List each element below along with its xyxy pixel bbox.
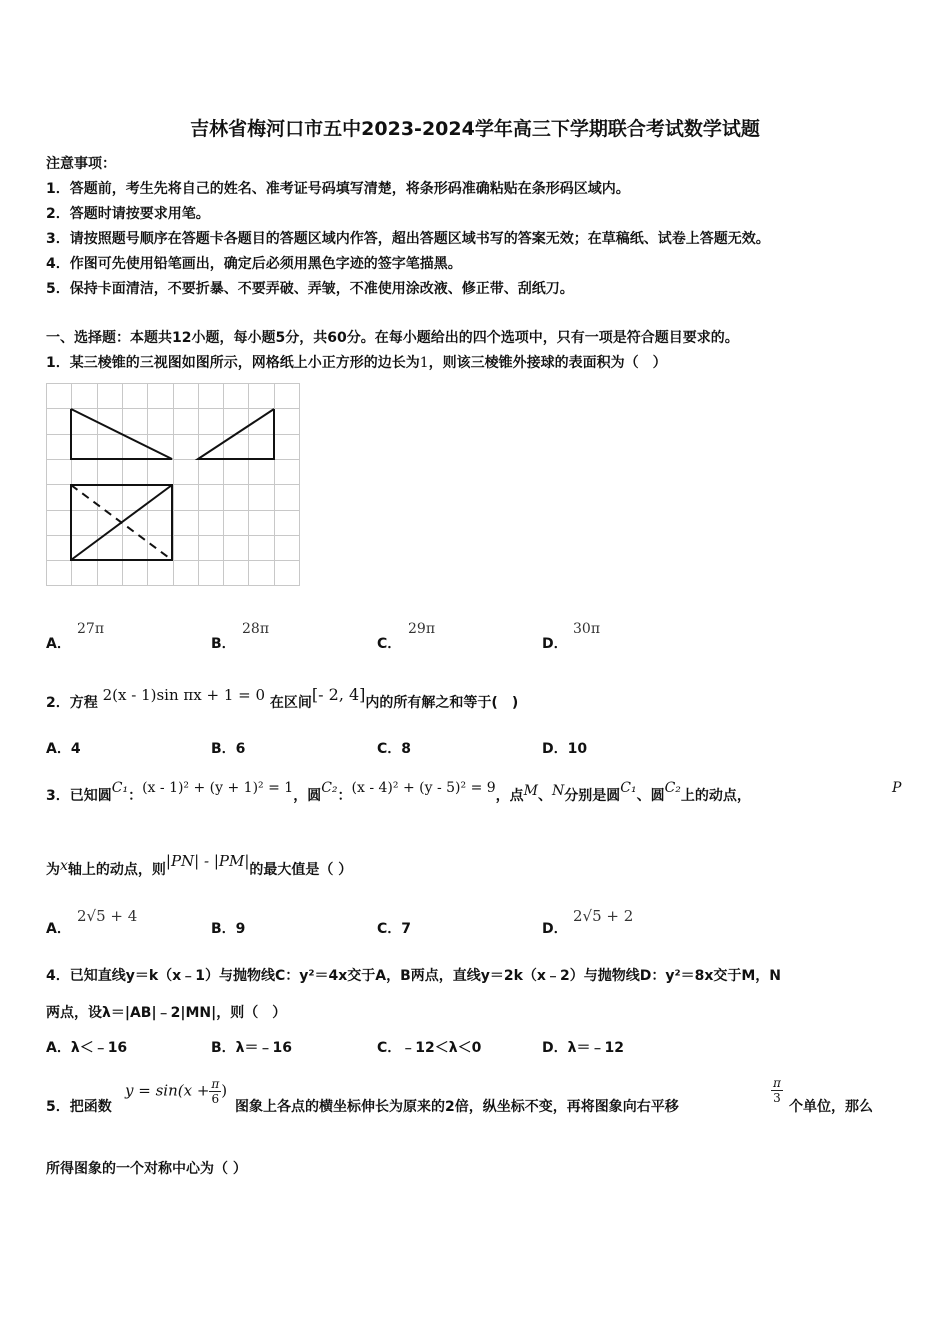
question-5-stem-line1-pre: 5．把函数 (46, 1099, 112, 1115)
notice-item: 1．答题前，考生先将自己的姓名、准考证号码填写清楚，将条形码准确粘贴在条形码区域内。 (46, 181, 630, 197)
question-5-stem-line1-mid: 图象上各点的横坐标伸长为原来的2倍，纵坐标不变，再将图象向右平移 (235, 1099, 679, 1115)
notice-item: 4．作图可先使用铅笔画出，确定后必须用黑色字迹的签字笔描黑。 (46, 256, 462, 272)
question-4-stem-line2: 两点，设λ＝|AB|﹣2|MN|，则（ ） (46, 1005, 287, 1021)
q1-option-a[interactable]: A． (46, 636, 71, 652)
q3-circle2-eq: (x - 4)² + (y - 5)² = 9 (351, 780, 496, 796)
q1-option-b-value: 28π (242, 621, 270, 637)
q3-option-a[interactable]: A． (46, 921, 71, 937)
q3-expression: |PN| - |PM| (165, 852, 250, 870)
q1-option-d[interactable]: D． (542, 636, 568, 652)
q3-option-d[interactable]: D． (542, 921, 568, 937)
q2-option-b[interactable]: B．6 (211, 741, 246, 757)
question-1-stem (46, 352, 667, 372)
q2-text-post: 内的所有解之和等于( ) (365, 695, 519, 711)
q1-option-d-value: 30π (573, 621, 601, 637)
q2-equation: 2(x - 1)sin πx + 1 = 0 (102, 686, 266, 704)
page-title: 吉林省梅河口市五中2023-2024学年高三下学期联合考试数学试题 (190, 118, 760, 140)
q4-option-a[interactable]: A．λ＜﹣16 (46, 1040, 128, 1056)
q2-text-mid: 在区间 (269, 695, 312, 711)
q1-option-c[interactable]: C． (377, 636, 402, 652)
notice-item: 2．答题时请按要求用笔。 (46, 206, 210, 222)
q2-option-a[interactable]: A．4 (46, 741, 81, 757)
q1-option-b[interactable]: B． (211, 636, 236, 652)
three-view-figure (45, 382, 301, 588)
question-4-stem-line1: 4．已知直线y＝k（x﹣1）与抛物线C：y²＝4x交于A，B两点，直线y＝2k（x﹣2）与抛物线D：y²＝8x交于M，N (46, 968, 782, 984)
q5-shift-fraction: $\frac{\pi}{3}$ (773, 1076, 781, 1105)
question-2-stem (46, 685, 519, 712)
q3-option-d-value: 2√5 + 2 (573, 907, 634, 925)
q2-interval: [- 2, 4] (311, 685, 366, 704)
q1-text-post: ，则该三棱锥外接球的表面积为（ ） (428, 355, 667, 371)
q1-option-c-value: 29π (408, 621, 436, 637)
q4-option-d[interactable]: D．λ＝﹣12 (542, 1040, 624, 1056)
notice-item: 3．请按照题号顺序在答题卡各题目的答题区域内作答，超出答题区域书写的答案无效；在草稿纸、试卷上答题无效。 (46, 231, 770, 247)
q3-point-p: P (892, 780, 902, 796)
q1-text-pre: 1．某三棱锥的三视图如图所示，网格纸上小正方形的边长为 (46, 355, 420, 371)
section-heading: 一、选择题：本题共12小题，每小题5分，共60分。在每小题给出的四个选项中，只有一项是符合题目要求的。 (46, 330, 739, 346)
notice-heading: 注意事项： (46, 156, 116, 172)
question-5-stem-line1-post: 个单位，那么 (789, 1099, 873, 1115)
q3-option-b[interactable]: B．9 (211, 921, 246, 937)
q2-option-d[interactable]: D．10 (542, 741, 588, 757)
q1-grid-size: 1 (419, 355, 429, 371)
q5-function: y = sin(x + $\frac{\pi}{6}$ ) (125, 1077, 228, 1106)
q3-option-c[interactable]: C．7 (377, 921, 412, 937)
q2-text-pre: 2．方程 (46, 695, 98, 711)
q4-option-c[interactable]: C．﹣12＜λ＜0 (377, 1040, 482, 1056)
q4-option-b[interactable]: B．λ＝﹣16 (211, 1040, 293, 1056)
q2-option-c[interactable]: C．8 (377, 741, 412, 757)
question-5-stem-line2: 所得图象的一个对称中心为（ ） (46, 1161, 247, 1177)
notice-item: 5．保持卡面清洁，不要折暴、不要弄破、弄皱，不准使用涂改液、修正带、刮纸刀。 (46, 281, 574, 297)
question-3-stem-line1: 3．已知圆C₁：(x - 1)² + (y + 1)² = 1，圆C₂：(x - 4)² + (y - 5)² = 9，点M、N分别是圆C₁、圆C₂上的动点， (46, 780, 751, 804)
q3-circle1-eq: (x - 1)² + (y + 1)² = 1 (142, 780, 294, 796)
q1-option-a-value: 27π (77, 621, 105, 637)
question-3-stem-line2: 为x轴上的动点，则|PN| - |PM|的最大值是（ ） (46, 852, 353, 878)
q3-option-a-value: 2√5 + 4 (77, 907, 138, 925)
